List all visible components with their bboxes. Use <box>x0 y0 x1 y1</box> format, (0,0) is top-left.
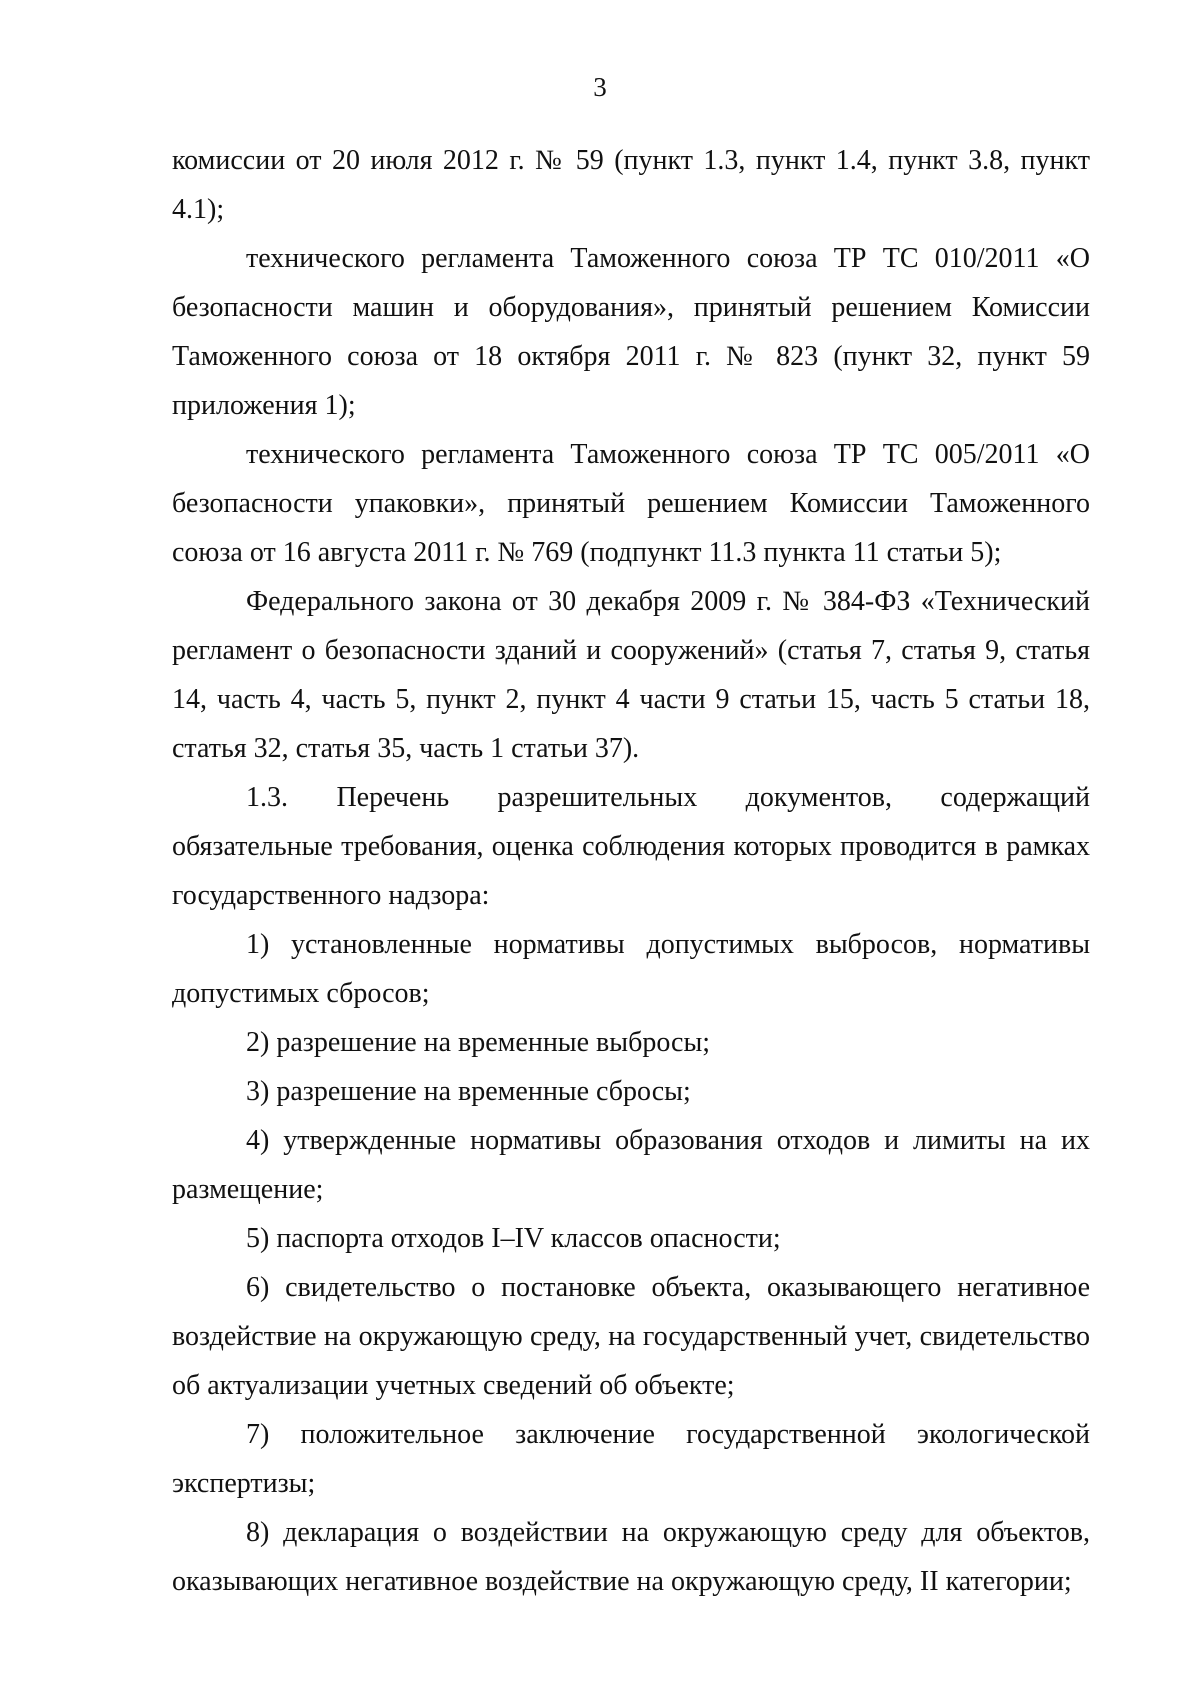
paragraph-tr-ts-010: технического регламента Таможенного союза ТР ТС 010/2011 «О безопасности машин и оборудования», принятый решением Комиссии Таможенного союза от 18 октября 2011 г. № 823 (пункт 32, пункт 59 приложения 1); <box>172 243 1090 421</box>
list-item-6: 6) свидетельство о постановке объекта, оказывающего негативное воздействие на окружающую среду, на государственный учет, свидетельство об актуализации учетных сведений об объекте; <box>172 1272 1090 1401</box>
list-item-7: 7) положительное заключение государственной экологической экспертизы; <box>172 1419 1090 1499</box>
paragraph-section-1-3: 1.3. Перечень разрешительных документов, содержащий обязательные требования, оценка соблюдения которых проводится в рамках государственного надзора: <box>172 782 1090 911</box>
list-item-1: 1) установленные нормативы допустимых выбросов, нормативы допустимых сбросов; <box>172 929 1090 1009</box>
paragraph-continuation: комиссии от 20 июля 2012 г. № 59 (пункт 1.3, пункт 1.4, пункт 3.8, пункт 4.1); <box>172 145 1090 225</box>
paragraph-tr-ts-005: технического регламента Таможенного союза ТР ТС 005/2011 «О безопасности упаковки», принятый решением Комиссии Таможенного союза от 16 августа 2011 г. № 769 (подпункт 11.3 пункта 11 статьи 5); <box>172 439 1090 568</box>
list-item-2: 2) разрешение на временные выбросы; <box>246 1027 711 1058</box>
paragraph-federal-law: Федерального закона от 30 декабря 2009 г. № 384-ФЗ «Технический регламент о безопасности зданий и сооружений» (статья 7, статья 9, статья 14, часть 4, часть 5, пункт 2, пункт 4 части 9 статьи 15, часть 5 статьи 18, статья 32, статья 35, часть 1 статьи 37). <box>172 586 1090 764</box>
document-body <box>172 136 1090 1606</box>
list-item-3: 3) разрешение на временные сбросы; <box>246 1076 691 1107</box>
list-item-5: 5) паспорта отходов I–IV классов опасности; <box>246 1223 781 1254</box>
list-item-4: 4) утвержденные нормативы образования отходов и лимиты на их размещение; <box>172 1125 1090 1205</box>
list-item-8: 8) декларация о воздействии на окружающую среду для объектов, оказывающих негативное воздействие на окружающую среду, II категории; <box>172 1517 1090 1597</box>
page-number: 3 <box>593 72 607 102</box>
